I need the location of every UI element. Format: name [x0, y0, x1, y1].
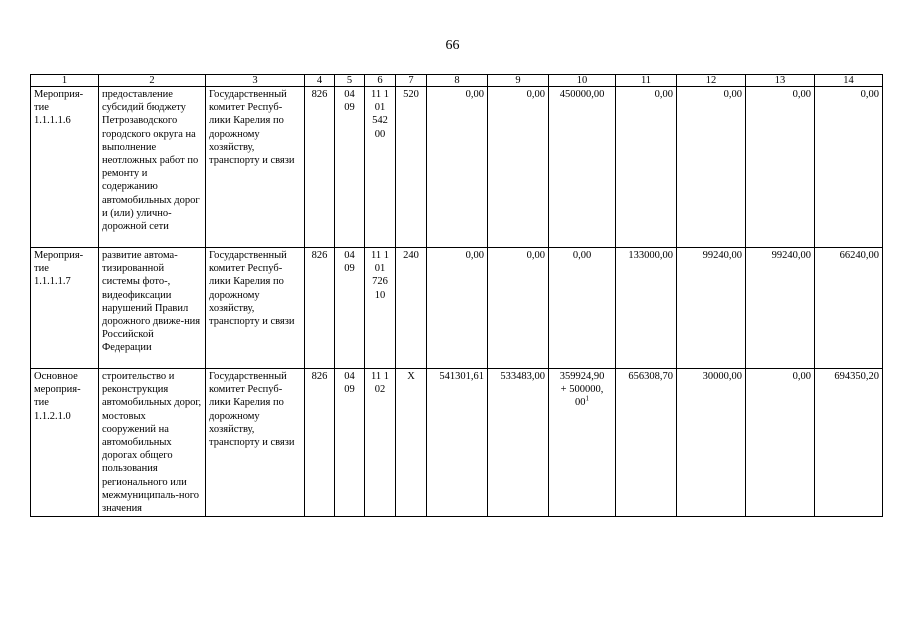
column-header: 7: [396, 75, 427, 87]
amount-cell-12: 30000,00: [677, 369, 746, 517]
executor-cell: Государственный комитет Респуб-лики Карелия по дорожному хозяйству, транспорту и связи: [206, 87, 305, 248]
column-header: 4: [305, 75, 335, 87]
amount-cell-9: 533483,00: [488, 369, 549, 517]
page-number: 66: [445, 38, 460, 53]
footnote-marker: 1: [585, 394, 589, 403]
amount-cell-8: 0,00: [427, 248, 488, 369]
amount-value: 0,00: [572, 250, 592, 261]
section-code-cell: 04 09: [335, 248, 365, 369]
amount-cell-11: 0,00: [616, 87, 677, 248]
column-header: 11: [616, 75, 677, 87]
ministry-code-cell: 826: [305, 248, 335, 369]
amount-cell-13: 0,00: [746, 369, 815, 517]
executor-cell: Государственный комитет Респуб-лики Карелия по дорожному хозяйству, транспорту и связи: [206, 248, 305, 369]
column-header: 10: [549, 75, 616, 87]
section-code-cell: 04 09: [335, 87, 365, 248]
amount-cell-14: 694350,20: [815, 369, 883, 517]
amount-cell-10: [549, 248, 616, 369]
column-header: 5: [335, 75, 365, 87]
executor-cell: Государственный комитет Респуб-лики Карелия по дорожному хозяйству, транспорту и связи: [206, 369, 305, 517]
amount-cell-9: 0,00: [488, 248, 549, 369]
target-article-cell: 11 1 01 542 00: [365, 87, 396, 248]
measure-description-cell: развитие автома-тизированной системы фото-, видеофиксации нарушений Правил дорожного движе-ния Российской Федерации: [99, 248, 206, 369]
amount-cell-14: 0,00: [815, 87, 883, 248]
amount-cell-13: 0,00: [746, 87, 815, 248]
target-article-cell: 11 1 02: [365, 369, 396, 517]
amount-value: 450000,00: [559, 89, 605, 100]
amount-cell-11: 133000,00: [616, 248, 677, 369]
amount-cell-9: 0,00: [488, 87, 549, 248]
column-number-row: [31, 75, 883, 87]
column-header: 6: [365, 75, 396, 87]
expense-type-cell: 520: [396, 87, 427, 248]
amount-cell-10: [549, 87, 616, 248]
measure-description-cell: строительство и реконструкция автомобильных дорог, мостовых сооружений на автомобильных дорогах общего пользования регионального или межмуниципаль-ного значения: [99, 369, 206, 517]
budget-table: [30, 74, 883, 517]
column-header: 12: [677, 75, 746, 87]
column-header: 8: [427, 75, 488, 87]
column-header: 13: [746, 75, 815, 87]
column-header: 3: [206, 75, 305, 87]
amount-cell-10: [549, 369, 616, 517]
section-code-cell: 04 09: [335, 369, 365, 517]
amount-cell-11: 656308,70: [616, 369, 677, 517]
expense-type-cell: X: [396, 369, 427, 517]
table-row: [31, 369, 883, 517]
target-article-cell: 11 1 01 726 10: [365, 248, 396, 369]
amount-value: 359924,90 + 500000, 00: [559, 371, 605, 409]
ministry-code-cell: 826: [305, 87, 335, 248]
measure-code-cell: Мероприя- тие 1.1.1.1.6: [31, 87, 99, 248]
amount-cell-8: 541301,61: [427, 369, 488, 517]
measure-description-cell: предоставление субсидий бюджету Петрозаводского городского округа на выполнение неотложных работ по ремонту и содержанию автомобильных дорог и (или) улично-дорожной сети: [99, 87, 206, 248]
amount-cell-14: 66240,00: [815, 248, 883, 369]
measure-code-cell: Мероприя- тие 1.1.1.1.7: [31, 248, 99, 369]
column-header: 2: [99, 75, 206, 87]
column-header: 14: [815, 75, 883, 87]
column-header: 1: [31, 75, 99, 87]
amount-cell-13: 99240,00: [746, 248, 815, 369]
amount-cell-12: 99240,00: [677, 248, 746, 369]
table-row: [31, 248, 883, 369]
ministry-code-cell: 826: [305, 369, 335, 517]
table-row: [31, 87, 883, 248]
amount-cell-8: 0,00: [427, 87, 488, 248]
expense-type-cell: 240: [396, 248, 427, 369]
column-header: 9: [488, 75, 549, 87]
amount-cell-12: 0,00: [677, 87, 746, 248]
measure-code-cell: Основное мероприя- тие 1.1.2.1.0: [31, 369, 99, 517]
